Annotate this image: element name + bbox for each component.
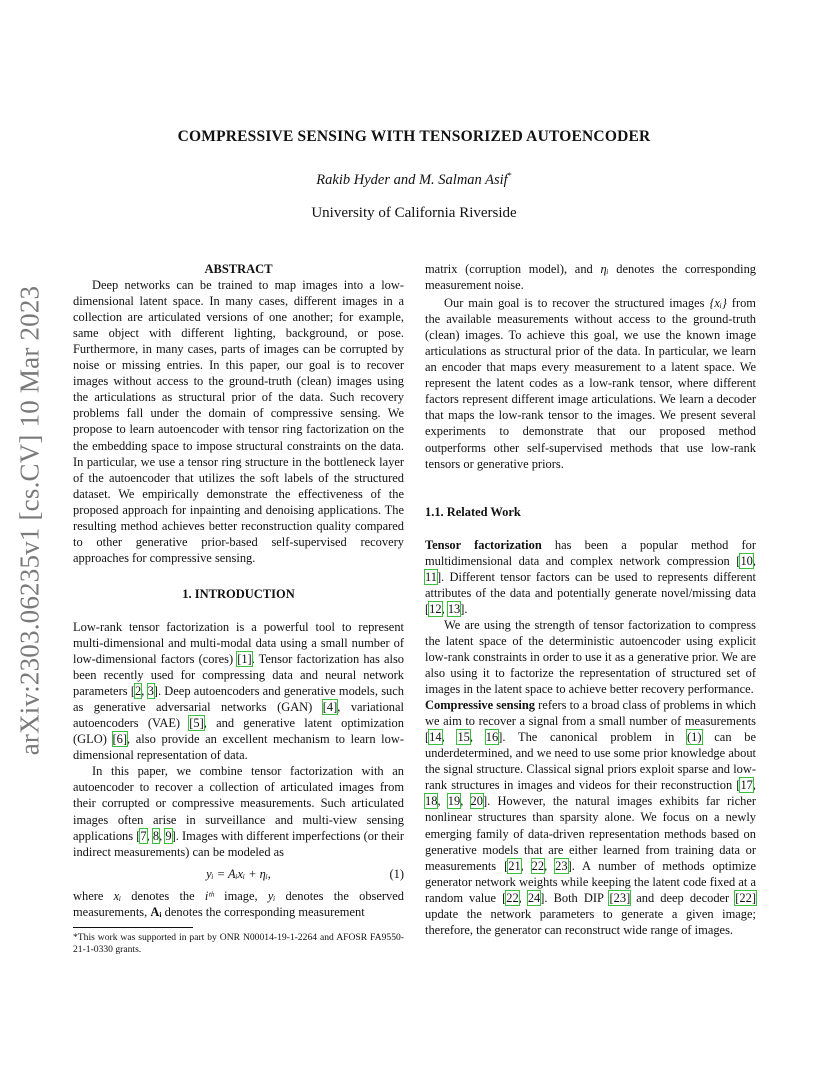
text-run: denotes the: [121, 888, 205, 903]
text-run: . Different tensor factors can be used to represents different attributes of the data and potentially generate novel/missing data: [425, 569, 756, 600]
abstract-heading: ABSTRACT: [204, 262, 273, 276]
text-run: . A number of methods optimize generator network weights while keeping the latent code fixed at a random value: [425, 858, 756, 905]
math-symbol: iᵗʰ: [204, 888, 214, 903]
text-run: image,: [213, 888, 268, 903]
citation-link[interactable]: [22]: [735, 890, 756, 905]
author-footnote-mark: *: [507, 171, 512, 180]
right-paragraph-1: [425, 295, 756, 472]
right-paragraph-0: [425, 261, 756, 293]
run-in-heading: Tensor factorization: [425, 537, 542, 552]
arxiv-stamp: arXiv:2303.06235v1 [cs.CV] 10 Mar 2023: [14, 285, 45, 756]
footnote-rule: [73, 927, 193, 928]
citation-link[interactable]: 9: [165, 828, 172, 843]
equation-link[interactable]: (1): [687, 730, 702, 745]
text-run: In this paper, we combine tensor factorization with an autoencoder to recover a collection of articulated images from their corrupted or compressive measurements. Such articulated images often arise in surveillance and multi-view sensing applications: [73, 764, 404, 843]
equation-1: [73, 866, 404, 882]
footnote: *This work was supported in part by ONR N00014-19-1-2264 and AFOSR FA9550-21-1-0330 grants.: [73, 931, 404, 956]
text-run: Low-rank tensor factorization is a powerful tool to represent multi-dimensional and multi-modal data using a small number of low-dimensional factors (cores): [73, 619, 404, 667]
intro-paragraph-2: In this paper, we combine tensor factorization with an autoencoder to recover a collection of articulated images from their corrupted or compressive measurements. Such articulated images often arise in surveillance and multi-view sensing applications [7, 8, 9]. Images with different imperfections (or their indirect measurements) can be modeled as: [73, 764, 405, 859]
citation-link[interactable]: 8: [152, 828, 160, 843]
intro-paragraph-3: [73, 888, 404, 920]
citation-link[interactable]: [6]: [112, 732, 128, 747]
citation-link[interactable]: 13: [447, 601, 461, 616]
math-symbol: {xᵢ}: [709, 296, 727, 311]
math-symbol: yᵢ: [267, 888, 276, 903]
citation-link[interactable]: 22: [506, 890, 519, 905]
text-run: where: [73, 888, 114, 903]
citation-link[interactable]: 11: [425, 569, 437, 584]
citation-link[interactable]: 14: [429, 730, 442, 745]
compressive-sensing-paragraph: Compressive sensing refers to a broad class of problems in which we aim to recover a signal from a small number of measurements [14, 15, 16]. The canonical problem in (1) can be underdetermined, and we need to use some prior knowledge about the signal structure. Classical signal priors exploit sparse and low-rank structures in images and videos for their reconstruction [17, 18, 19, 20]. However, the natural images exhibits far richer nonlinear structures than sparsity alone. We focus on a newly emerging family of data-driven representation methods based on generative models that are either learned from training data or measurements [21, 22, 23]. A number of methods optimize generator network weights while keeping the latent code fixed at a random value [22, 24]. Both DIP [23] and deep decoder [22] update the network parameters to generate a given image; therefore, the generator can reconstruct wide range of images.: [425, 698, 757, 937]
citation-link[interactable]: 15: [457, 730, 470, 745]
citation-link[interactable]: 20: [470, 794, 483, 809]
related-work-heading: 1.1. Related Work: [425, 504, 521, 519]
citation-link[interactable]: 10: [740, 553, 753, 568]
left-column: [73, 261, 404, 957]
tensor-factorization-paragraph-2: We are using the strength of tensor factorization to compress the latent space of the deterministic autoencoder using explicit low-rank constraints in order to use it as a generative prior. We are also using it to factorize the representation of structured set of images in the latent space to achieve better recovery performance.: [425, 617, 756, 697]
text-run: matrix (corruption model), and: [425, 262, 601, 276]
text-run: .: [464, 601, 468, 616]
text-run: , variational autoencoders (VAE): [73, 700, 404, 731]
citation-link[interactable]: 3: [147, 684, 154, 699]
citation-link[interactable]: [4]: [322, 700, 338, 715]
citation-link[interactable]: [23]: [609, 890, 631, 905]
text-run: can be underdetermined, and we need to use some prior knowledge about the signal structure. Classical signal priors exploit sparse and low-rank structures in images and videos for their reconstruction: [425, 730, 757, 793]
text-run: has been a popular method for multidimensional data and complex network compression: [425, 537, 756, 568]
text-run: . The canonical problem in: [502, 730, 688, 745]
text-run: . Both DIP: [544, 890, 610, 905]
text-run: , and generative latent optimization (GLO): [73, 716, 404, 747]
equation-body: yᵢ = Aᵢxᵢ + ηᵢ,: [206, 866, 271, 881]
text-run: update the network parameters to generate a given image; therefore, the generator can reconstruct wide range of images.: [425, 906, 756, 937]
text-run: Our main goal is to recover the structured images: [444, 296, 710, 311]
citation-link[interactable]: 18: [425, 794, 438, 809]
citation-link[interactable]: [1]: [237, 652, 252, 667]
text-run: . Deep autoencoders and generative models, such as generative adversarial networks (GAN): [73, 684, 404, 715]
citation-link[interactable]: 7: [140, 828, 147, 843]
equation-number: (1): [389, 866, 404, 881]
text-run: refers to a broad class of problems in which we aim to recover a signal from a small number of measurements: [425, 698, 756, 729]
text-run: . Images with different imperfections (or their indirect measurements) can be modeled as: [73, 828, 405, 859]
author-names: Rakib Hyder and M. Salman Asif: [316, 171, 508, 188]
citation-link[interactable]: 21: [508, 858, 521, 873]
citation-link[interactable]: 12: [429, 601, 442, 616]
abstract-text: Deep networks can be trained to map images into a low-dimensional latent space. In many cases, different images in a collection are articulated versions of one another; for example, same object with different lighting, background, or pose. Furthermore, in many cases, parts of images can be corrupted by noise or missing entries. In this paper, our goal is to recover images without access to the ground-truth (clean) images using the articulations as structural prior of the data. Such recovery problems fall under the domain of compressive sensing. We propose to learn autoencoder with tensor ring factorization on the the embedding space to impose structural constraints on the data. In particular, we use a tensor ring structure in the bottleneck layer of the autoencoder that utilizes the soft labels of the structured dataset. We empirically demonstrate the effectiveness of the proposed approach for inpainting and denoising applications. The resulting method achieves better reconstruction quality compared to other generative prior-based self-supervised recovery approaches for compressive sensing.: [73, 278, 404, 565]
tensor-factorization-paragraph: Tensor factorization has been a popular method for multidimensional data and complex network compression [10, 11]. Different tensor factors can be used to represents different attributes of the data and potentially generate novel/missing data [12, 13].: [425, 537, 756, 616]
text-run: denotes the corresponding measurement: [161, 904, 365, 919]
citation-link[interactable]: 22: [531, 858, 545, 873]
paper-affiliation: University of California Riverside: [311, 205, 517, 221]
paper-title: COMPRESSIVE SENSING WITH TENSORIZED AUTOENCODER: [177, 128, 651, 145]
run-in-heading: Compressive sensing: [425, 698, 536, 713]
citation-link[interactable]: 17: [740, 778, 753, 793]
citation-link[interactable]: 16: [485, 730, 499, 745]
text-run: from the available measurements without access to the ground-truth (clean) images. To achieve this goal, we use the known image articulations as structural prior of the data. In particular, we learn an encoder that maps every measurement to a latent space. We represent the latent codes as a low-rank tensor, where different factors represent different image articulations. We learn a decoder that maps the low-rank tensor to the images. We present several experiments to demonstrate that our proposed method outperforms other self-supervised methods that use low-rank tensors or generative priors.: [425, 296, 756, 471]
math-symbol: xᵢ: [113, 888, 122, 903]
text-run: . Tensor factorization has also been recently used for compressing data and neural network parameters: [73, 652, 404, 699]
text-run: , also provide an excellent mechanism to learn low-dimensional representation of data.: [73, 732, 404, 763]
text-run: . However, the natural images exhibits far richer nonlinear structures than sparsity alone. We focus on a newly emerging family of data-driven representation methods based on generative models that are either learned from training data or measurements: [425, 794, 757, 873]
introduction-heading: 1. INTRODUCTION: [182, 586, 295, 601]
text-run: denotes the corresponding measurement noise.: [425, 262, 757, 293]
citation-link[interactable]: 19: [447, 794, 461, 809]
text-run: denotes the observed measurements,: [73, 888, 404, 919]
citation-link[interactable]: 24: [527, 890, 541, 905]
text-run: and deep decoder: [630, 890, 736, 905]
citation-link[interactable]: 23: [555, 858, 568, 873]
math-symbol: Aᵢ: [150, 904, 162, 919]
citation-link[interactable]: 2: [134, 684, 142, 699]
math-symbol: ηᵢ: [600, 262, 609, 276]
intro-paragraph-1: Low-rank tensor factorization is a powerful tool to represent multi-dimensional and multi-modal data using a small number of low-dimensional factors (cores) [1]. Tensor factorization has also been recently used for compressing data and neural network parameters [2, 3]. Deep autoencoders and generative models, such as generative adversarial networks (GAN) [4], variational autoencoders (VAE) [5], and generative latent optimization (GLO) [6], also provide an excellent mechanism to learn low-dimensional representation of data.: [73, 619, 404, 763]
citation-link[interactable]: [5]: [189, 716, 204, 731]
paper-authors: [0, 171, 828, 189]
right-column: [425, 261, 756, 938]
